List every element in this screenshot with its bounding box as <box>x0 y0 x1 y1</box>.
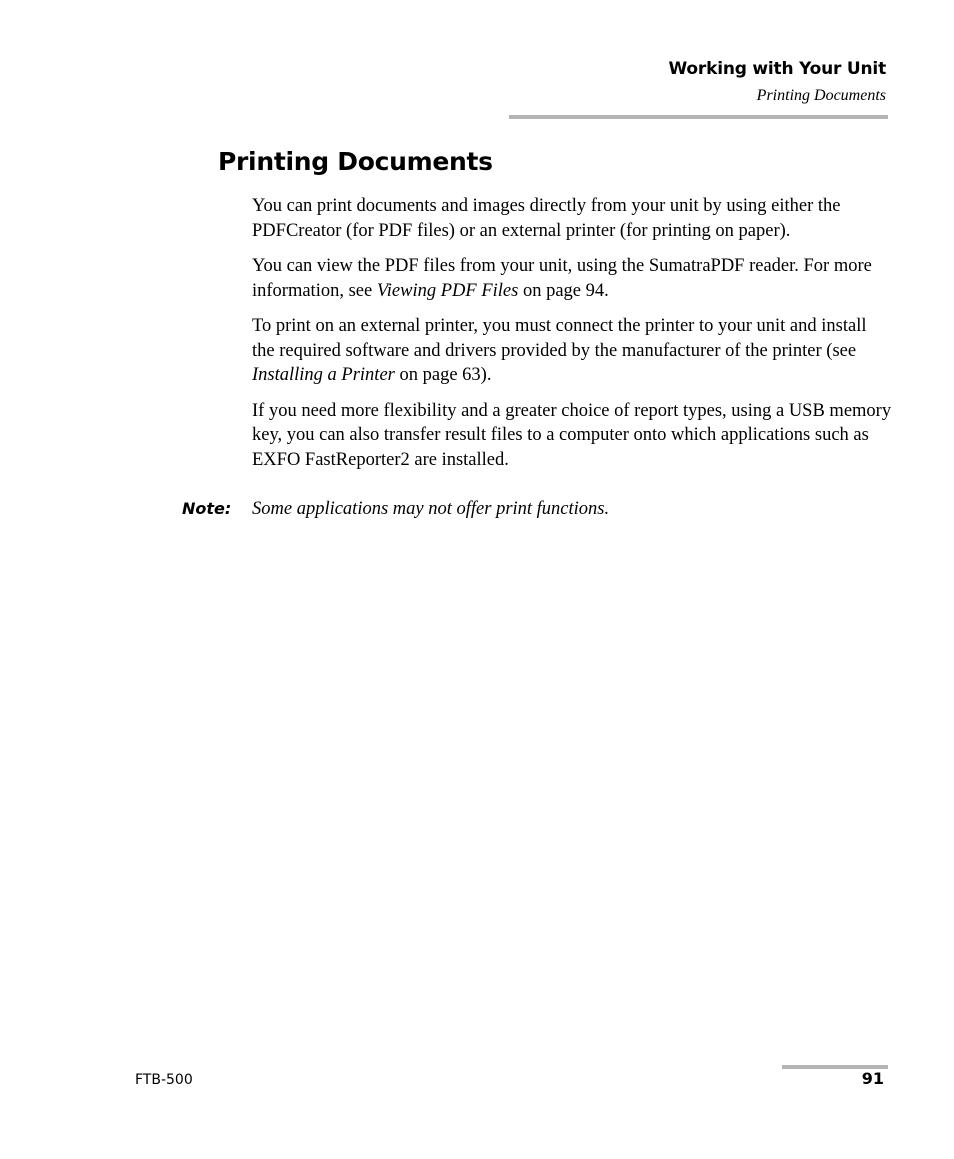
running-header <box>668 57 886 111</box>
note-text: Some applications may not offer print functions. <box>252 499 610 519</box>
paragraph-flexibility <box>252 399 892 473</box>
page-number: 91 <box>861 1069 884 1088</box>
paragraph-view-pdf <box>252 254 892 303</box>
section-subtitle: Printing Documents <box>756 87 886 104</box>
footer-product-name: FTB-500 <box>135 1072 193 1088</box>
paragraph-external-printer-text: To print on an external printer, you must connect the printer to your unit and install the required software and drivers provided by the manufacturer of the printer (see <box>252 316 867 361</box>
page-title: Printing Documents <box>218 147 493 176</box>
cross-reference-installing-a-printer[interactable]: Installing a Printer <box>252 365 395 385</box>
note <box>182 497 902 523</box>
paragraph-flexibility-text: If you need more flexibility and a greater choice of report types, using a USB memory key, you can also transfer result files to a computer onto which applications such as EXFO FastReporter2 are installed. <box>252 400 892 470</box>
chapter-title: Working with Your Unit <box>668 59 886 79</box>
paragraph-view-pdf-text: You can view the PDF files from your unit, using the SumatraPDF reader. For more information, see <box>252 256 872 301</box>
paragraph-external-printer-page-ref: on page 63). <box>394 365 492 385</box>
paragraph-external-printer <box>252 314 892 388</box>
paragraph-intro-text: You can print documents and images directly from your unit by using either the PDFCreator (for PDF files) or an external printer (for printing on paper). <box>252 196 841 241</box>
paragraph-view-pdf-page-ref: on page 94. <box>518 280 609 301</box>
cross-reference-viewing-pdf-files[interactable]: Viewing PDF Files <box>376 280 519 301</box>
body-text <box>252 194 892 483</box>
note-label: Note: <box>182 499 232 518</box>
header-rule <box>509 115 888 119</box>
paragraph-intro <box>252 194 892 243</box>
